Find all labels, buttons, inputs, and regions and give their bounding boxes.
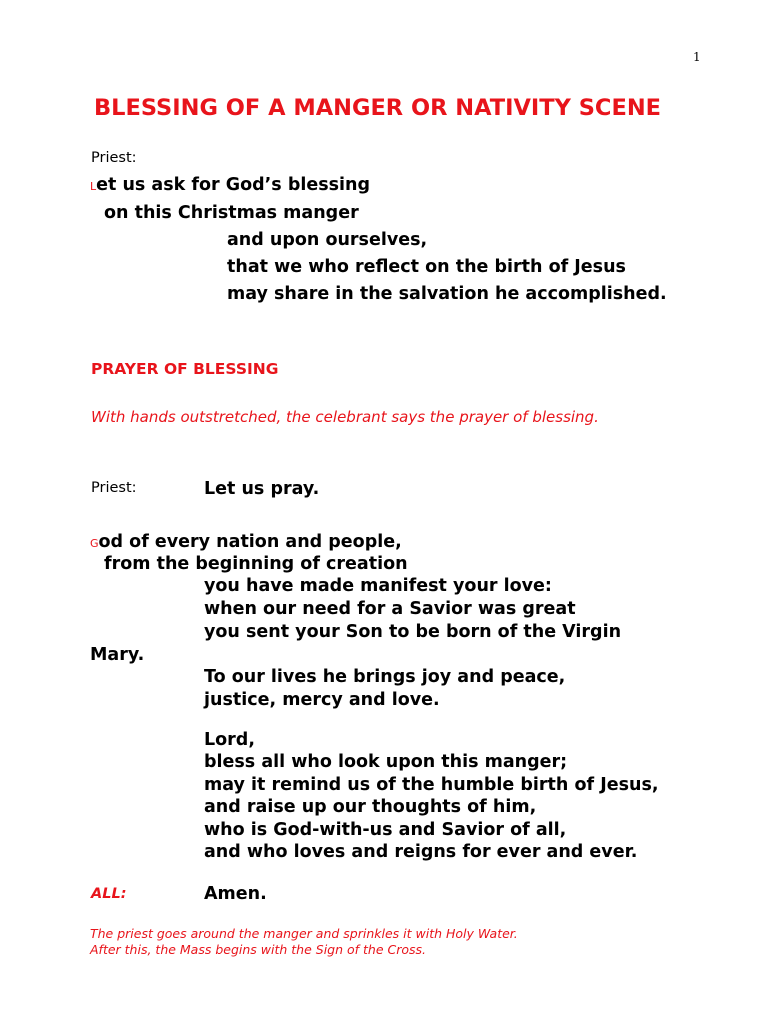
- prayer-line-10: bless all who look upon this manger;: [204, 752, 568, 772]
- prayer-line-5: you sent your Son to be born of the Virgin: [204, 622, 622, 642]
- invitation-text: Let us pray.: [204, 479, 320, 499]
- prayer-line-13: who is God-with-us and Savior of all,: [204, 820, 567, 840]
- prayer-line-1-text: od of every nation and people,: [98, 532, 402, 552]
- opening-line-1-text: et us ask for God’s blessing: [96, 175, 371, 195]
- prayer-line-11: may it remind us of the humble birth of Jesus,: [204, 775, 659, 795]
- opening-initial: L: [90, 180, 97, 193]
- closing-rubric-line-1: The priest goes around the manger and sprinkles it with Holy Water.: [90, 926, 518, 941]
- opening-line-3: and upon ourselves,: [227, 230, 428, 250]
- prayer-line-8: justice, mercy and love.: [204, 690, 440, 710]
- prayer-line-7: To our lives he brings joy and peace,: [204, 667, 566, 687]
- rubric-text: With hands outstretched, the celebrant says the prayer of blessing.: [91, 408, 599, 426]
- prayer-line-9: Lord,: [204, 730, 255, 750]
- response-text: Amen.: [204, 884, 267, 904]
- opening-line-5: may share in the salvation he accomplished.: [227, 284, 667, 304]
- prayer-line-14: and who loves and reigns for ever and ever.: [204, 842, 638, 862]
- prayer-line-3: you have made manifest your love:: [204, 576, 552, 596]
- prayer-line-4: when our need for a Savior was great: [204, 599, 576, 619]
- page-number: 1: [693, 50, 701, 64]
- invitation-speaker-label: Priest:: [91, 480, 137, 496]
- opening-line-4: that we who reflect on the birth of Jesus: [227, 257, 626, 277]
- response-speaker-label: ALL:: [91, 886, 127, 902]
- opening-line-1: [90, 175, 370, 195]
- prayer-line-1: [90, 532, 402, 552]
- closing-rubric-line-2: After this, the Mass begins with the Sign of the Cross.: [90, 942, 427, 957]
- prayer-initial: G: [90, 537, 99, 550]
- prayer-heading: PRAYER OF BLESSING: [91, 360, 279, 378]
- prayer-line-2: from the beginning of creation: [104, 554, 408, 574]
- opening-line-2: on this Christmas manger: [104, 203, 359, 223]
- prayer-line-12: and raise up our thoughts of him,: [204, 797, 537, 817]
- opening-speaker-label: Priest:: [91, 150, 137, 166]
- page-title: BLESSING OF A MANGER OR NATIVITY SCENE: [94, 95, 662, 121]
- prayer-line-6: Mary.: [90, 645, 145, 665]
